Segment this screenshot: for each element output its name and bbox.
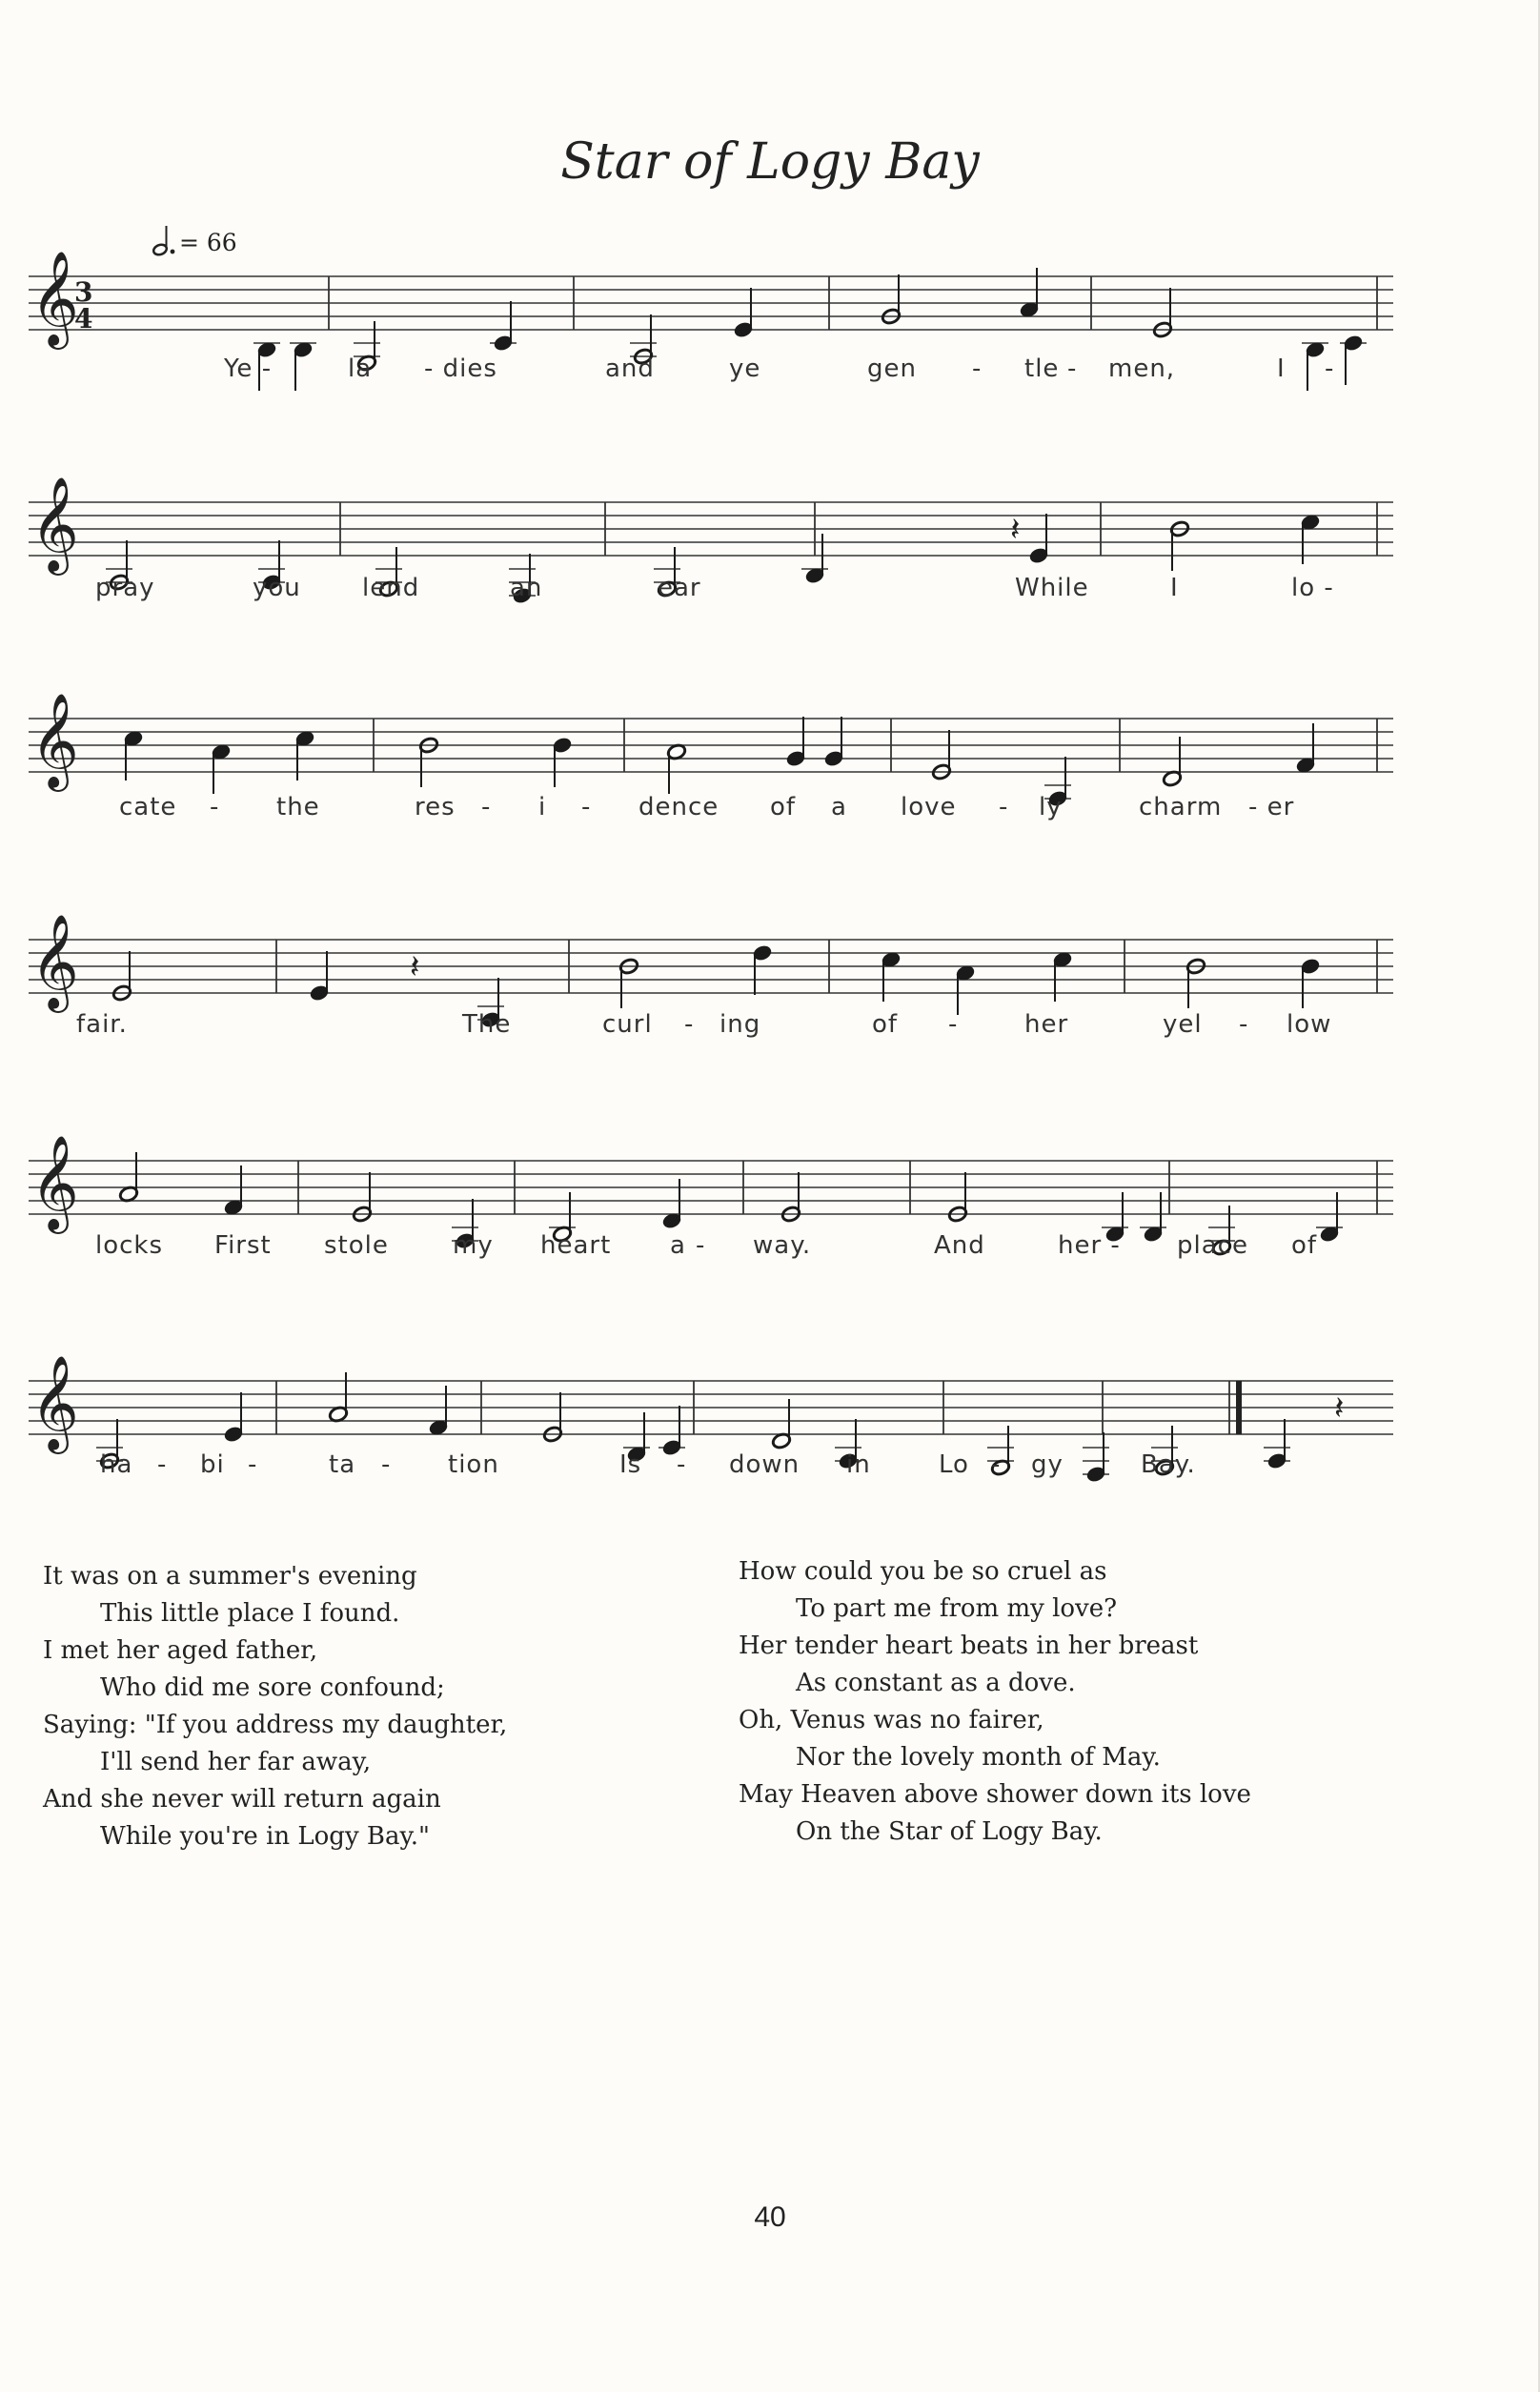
lyric-syllable: - [948,1010,959,1039]
lyric-syllable: I [1170,574,1179,602]
verse-line: Nor the lovely month of May. [796,1743,1161,1772]
lyric-syllable: Bay. [1141,1450,1196,1479]
lyric-syllable: pray [95,574,155,602]
verse-line: As constant as a dove. [796,1669,1076,1697]
lyric-syllable: i [538,793,547,821]
lyric-syllable: I [1277,355,1286,383]
lyric-syllable: low [1287,1010,1332,1039]
lyric-syllable: fair. [76,1010,128,1039]
treble-clef-icon: 𝄞 [30,1355,79,1450]
lyric-syllable: ly [1039,793,1063,821]
lyric-syllable: ear [658,574,701,602]
verse-line: This little place I found. [100,1599,400,1628]
lyric-syllable: - [1239,1010,1249,1039]
verse-line: Who did me sore confound; [100,1673,445,1702]
lyric-syllable: - [248,1450,258,1479]
quarter-rest-icon: 𝄽 [410,948,420,986]
page-number: 40 [754,2201,786,2233]
verse-line: And she never will return again [43,1785,441,1814]
verse-line: Oh, Venus was no fairer, [739,1706,1044,1734]
lyric-syllable: men, [1108,355,1176,383]
lyric-syllable: lend [362,574,420,602]
lyric-syllable: - dies [424,355,497,383]
lyric-syllable: While [1015,574,1089,602]
lyric-syllable: - [1325,355,1335,383]
tempo-value: = 66 [179,229,237,256]
lyric-syllable: gen [867,355,917,383]
lyric-syllable: First [214,1231,272,1260]
lyric-syllable: curl [602,1010,653,1039]
lyric-syllable: - [991,1450,1002,1479]
lyric-syllable: Ye - [224,355,273,383]
verse-line: It was on a summer's evening [43,1562,417,1591]
lyric-syllable: - [696,1231,706,1260]
treble-clef-icon: 𝄞 [30,251,79,346]
treble-clef-icon: 𝄞 [30,1135,79,1230]
verse-line: I met her aged father, [43,1636,318,1665]
lyric-syllable: - [210,793,220,821]
lyric-syllable: of [872,1010,899,1039]
song-title: Star of Logy Bay [560,133,980,191]
verse-line: On the Star of Logy Bay. [796,1817,1103,1846]
lyric-syllable: the [276,793,320,821]
lyric-syllable: - [972,355,983,383]
treble-clef-icon: 𝄞 [30,914,79,1009]
staff-system [0,1305,1540,1495]
lyric-syllable: Is [619,1450,642,1479]
lyric-syllable: - [999,793,1009,821]
lyric-syllable: res [415,793,456,821]
lyric-syllable: her - [1058,1231,1121,1260]
lyric-syllable: lo - [1291,574,1334,602]
lyric-syllable: Lo [939,1450,969,1479]
lyric-syllable: ha [100,1450,133,1479]
lyric-syllable: ye [729,355,761,383]
time-signature-icon: 3 [74,276,93,308]
staff-system [0,1085,1540,1275]
lyric-syllable: of [770,793,797,821]
lyric-syllable: a [831,793,847,821]
time-signature-icon: 4 [74,303,93,334]
verse-1 [43,1558,507,1855]
lyric-syllable: charm [1139,793,1223,821]
verse-line: I'll send her far away, [100,1748,372,1776]
verse-line: To part me from my love? [796,1594,1118,1623]
quarter-rest-icon: 𝄽 [1334,1389,1345,1428]
treble-clef-icon: 𝄞 [30,693,79,788]
verse-line: Saying: "If you address my daughter, [43,1711,508,1739]
verse-2 [739,1553,1251,1851]
lyric-syllable: - [1067,355,1078,383]
verse-line: How could you be so cruel as [739,1557,1107,1586]
lyric-syllable: way. [753,1231,812,1260]
staff-system [0,642,1540,833]
lyric-syllable: - er [1248,793,1295,821]
lyric-syllable: a [670,1231,686,1260]
treble-clef-icon: 𝄞 [30,476,79,572]
staff-system [0,426,1540,617]
lyric-syllable: la [348,355,373,383]
lyric-syllable: ing [719,1010,761,1039]
quarter-rest-icon: 𝄽 [1010,511,1021,549]
lyric-syllable: dence [638,793,719,821]
lyric-syllable: locks [95,1231,164,1260]
lyric-syllable: And [934,1231,985,1260]
lyric-syllable: - [581,793,592,821]
lyric-syllable: her [1024,1010,1069,1039]
staff-system [0,200,1540,391]
lyric-syllable: - [157,1450,168,1479]
verse-line: While you're in Logy Bay." [100,1822,430,1851]
lyric-syllable: place [1177,1231,1248,1260]
lyric-syllable: - [677,1450,687,1479]
lyric-syllable: heart [540,1231,612,1260]
lyric-syllable: yel [1163,1010,1203,1039]
lyric-syllable: ta [329,1450,356,1479]
lyric-syllable: gy [1031,1450,1064,1479]
lyric-syllable: tion [448,1450,499,1479]
lyric-syllable: of [1291,1231,1318,1260]
lyric-syllable: and [605,355,655,383]
lyric-syllable: - [684,1010,695,1039]
lyric-syllable: love [901,793,957,821]
lyric-syllable: bi [200,1450,225,1479]
lyric-syllable: an [510,574,543,602]
verse-line: Her tender heart beats in her breast [739,1632,1199,1660]
lyric-syllable: tle [1024,355,1060,383]
lyric-syllable: my [453,1231,494,1260]
lyric-syllable: down [729,1450,800,1479]
lyric-syllable: cate [119,793,177,821]
lyric-syllable: stole [324,1231,389,1260]
lyric-syllable: The [462,1010,512,1039]
lyric-syllable: in [846,1450,871,1479]
staff-system [0,863,1540,1054]
lyric-syllable: you [253,574,301,602]
lyric-syllable: - [481,793,492,821]
verse-line: May Heaven above shower down its love [739,1780,1251,1809]
lyric-syllable: - [381,1450,392,1479]
